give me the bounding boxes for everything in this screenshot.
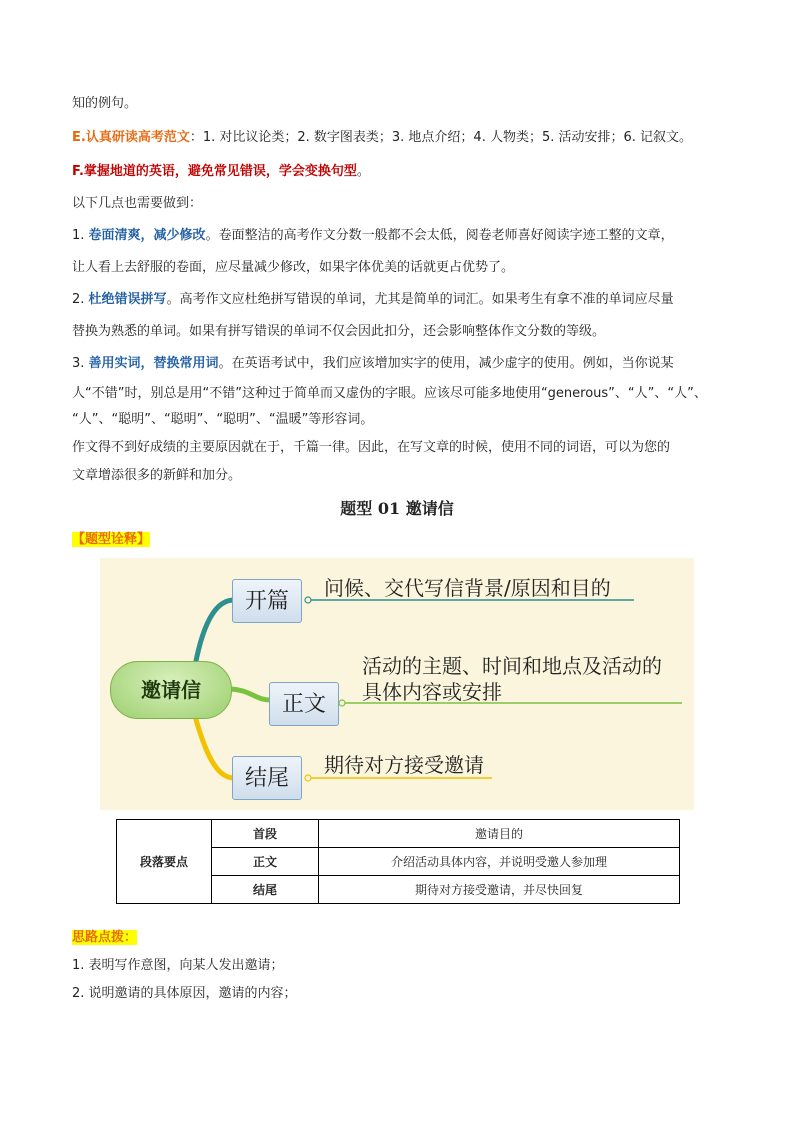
mindmap-center: 邀请信: [110, 661, 232, 719]
tag-explain-line: [72, 530, 150, 550]
branch-closing-text: 期待对方接受邀请: [324, 753, 484, 777]
branch-3-curve: [195, 716, 234, 778]
branch-2-curve: [228, 689, 270, 700]
branch-body-text-1: 活动的主题、时间和地点及活动的: [362, 654, 662, 678]
item-f-end: 。: [356, 164, 370, 179]
node-opening: 开篇: [232, 579, 302, 623]
point-1-text-2: 让人看上去舒服的卷面，应尽量减少修改，如果字体优美的话就更占优势了。: [72, 260, 515, 275]
tips-label: 思路点拨：: [72, 930, 138, 945]
table-cell-content: 邀请目的: [319, 820, 680, 848]
list-item: [72, 956, 284, 976]
table-cell-part: 结尾: [212, 876, 319, 904]
point-1-heading: 卷面清爽，减少修改: [88, 228, 206, 243]
tag-explain: 【题型诠释】: [72, 532, 151, 547]
mindmap: [100, 558, 694, 810]
node-closing: 结尾: [232, 756, 302, 800]
paragraph-4-text: 作文得不到好成绩的主要原因就在于，千篇一律。因此，在写文章的时候，使用不同的词语，可以为您的: [72, 440, 671, 455]
table-cell-part: 首段: [212, 820, 319, 848]
point-2-text-2: 替换为熟悉的单词。如果有拼写错误的单词不仅会因此扣分，还会影响整体作文分数的等级。: [72, 324, 606, 339]
item-f: [72, 162, 370, 182]
paragraph-4-cont: [72, 466, 241, 486]
point-3-text-2: 人“不错”时，别总是用“不错”这种过于简单而又虚伪的字眼。应该尽可能多地使用“generous”、“人”、“人”、: [72, 386, 707, 401]
point-number: 1.: [72, 228, 89, 243]
tip-text: 2. 说明邀请的具体原因，邀请的内容；: [72, 986, 297, 1001]
branch-1-dot: [305, 597, 311, 603]
point-3-heading: 善用实词，替换常用词: [88, 356, 219, 371]
list-item: [72, 984, 297, 1004]
table-row: [117, 820, 680, 848]
tips-label-line: [72, 928, 137, 948]
point-2: [72, 290, 674, 310]
point-2-heading: 杜绝错误拼写: [88, 292, 167, 307]
item-e-text: ：1. 对比议论类；2. 数字图表类；3. 地点介绍；4. 人物类；5. 活动安排；6. 记叙文。: [189, 130, 693, 145]
branch-body-text-2: 具体内容或安排: [362, 680, 502, 704]
point-1-cont: [72, 258, 514, 278]
point-2-text: 。高考作文应杜绝拼写错误的单词，尤其是简单的词汇。如果考生有拿不准的单词应尽量: [166, 292, 674, 307]
branch-2-dot: [339, 700, 345, 706]
intro-text: 以下几点也需要做到：: [72, 196, 203, 211]
paragraph-4-text-2: 文章增添很多的新鲜和加分。: [72, 468, 242, 483]
line-text: 知的例句。: [72, 96, 138, 111]
node-body: 正文: [269, 682, 339, 726]
intro-line: [72, 194, 202, 214]
point-3-text: 。在英语考试中，我们应该增加实字的使用，减少虚字的使用。例如，当你说某: [218, 356, 674, 371]
paragraph-points-table: [116, 819, 680, 904]
text-line: [72, 94, 137, 114]
point-3-text-3: “人”、“聪明”、“聪明”、“聪明”、“温暖”等形容词。: [72, 412, 374, 427]
table-cell-content: 期待对方接受邀请，并尽快回复: [319, 876, 680, 904]
item-e-label: E.认真研读高考范文: [72, 130, 190, 145]
branch-1-curve: [195, 600, 234, 666]
tip-text: 1. 表明写作意图，向某人发出邀请；: [72, 958, 284, 973]
point-3-cont: [72, 384, 707, 404]
table-cell-content: 介绍活动具体内容，并说明受邀人参加理: [319, 848, 680, 876]
point-3: [72, 354, 674, 374]
point-1-text: 。卷面整洁的高考作文分数一般都不会太低，阅卷老师喜好阅读字迹工整的文章，: [205, 228, 674, 243]
point-number: 2.: [72, 292, 89, 307]
section-title: 题型 01 邀请信: [340, 499, 454, 518]
branch-opening-text: 问候、交代写信背景/原因和目的: [324, 576, 611, 600]
point-3-cont2: [72, 410, 373, 430]
point-2-cont: [72, 322, 605, 342]
paragraph-4: [72, 438, 670, 458]
table-cell-part: 正文: [212, 848, 319, 876]
point-1: [72, 226, 674, 246]
point-number: 3.: [72, 356, 89, 371]
item-f-label: F.掌握地道的英语，避免常见错误，学会变换句型: [72, 164, 357, 179]
branch-3-dot: [305, 775, 311, 781]
item-e: [72, 128, 692, 148]
table-row-header: 段落要点: [117, 820, 212, 904]
